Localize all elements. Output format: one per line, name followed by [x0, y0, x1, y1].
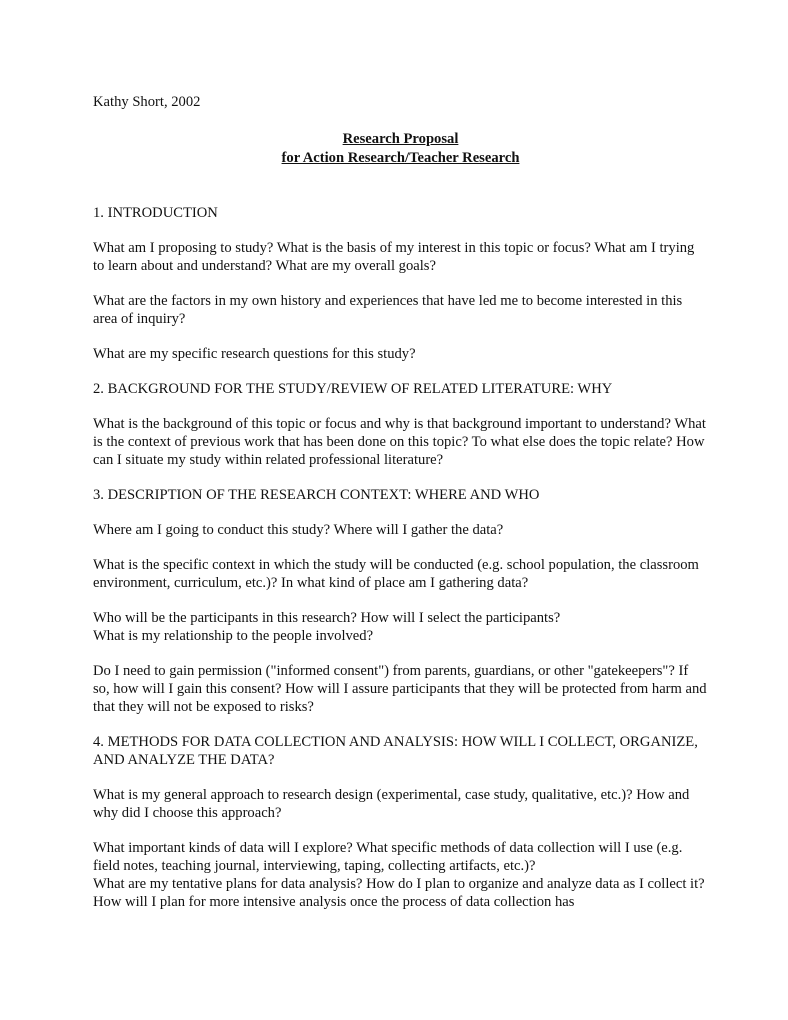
- paragraph: What am I proposing to study? What is the basis of my interest in this topic or focus? What am I trying to learn about and understand? What are my overall goals?: [93, 240, 695, 274]
- paragraph: Who will be the participants in this research? How will I select the participants?: [93, 610, 561, 626]
- title-line-1: Research Proposal: [342, 131, 459, 147]
- paragraph: What are my specific research questions for this study?: [93, 346, 416, 362]
- paragraph: What are my tentative plans for data analysis? How do I plan to organize and analyze data as I collect it? How will I plan for more intensive analysis once the process of data collection has: [93, 876, 705, 910]
- document-title: [93, 130, 708, 168]
- paragraph: Where am I going to conduct this study? Where will I gather the data?: [93, 522, 504, 538]
- paragraph: Do I need to gain permission ("informed consent") from parents, guardians, or other "gatekeepers"? If so, how will I gain this consent? How will I assure participants that they will be protected from harm and that they will not be exposed to risks?: [93, 663, 707, 715]
- paragraph: What is the specific context in which the study will be conducted (e.g. school population, the classroom environment, curriculum, etc.)? In what kind of place am I gathering data?: [93, 557, 699, 591]
- section-heading-background: 2. BACKGROUND FOR THE STUDY/REVIEW OF RELATED LITERATURE: WHY: [93, 381, 613, 397]
- section-heading-methods: 4. METHODS FOR DATA COLLECTION AND ANALYSIS: HOW WILL I COLLECT, ORGANIZE, AND ANALYZE THE DATA?: [93, 734, 698, 768]
- author-line: Kathy Short, 2002: [93, 94, 201, 110]
- section-heading-introduction: 1. INTRODUCTION: [93, 205, 218, 221]
- section-heading-context: 3. DESCRIPTION OF THE RESEARCH CONTEXT: WHERE AND WHO: [93, 487, 540, 503]
- paragraph: What is my relationship to the people involved?: [93, 628, 374, 644]
- paragraph: What are the factors in my own history and experiences that have led me to become interested in this area of inquiry?: [93, 293, 683, 327]
- paragraph: What is my general approach to research design (experimental, case study, qualitative, etc.)? How and why did I choose this approach?: [93, 787, 690, 821]
- paragraph: What is the background of this topic or focus and why is that background important to understand? What is the context of previous work that has been done on this topic? To what else does the topic relate? How can I situate my study within related professional literature?: [93, 416, 706, 468]
- title-line-2: for Action Research/Teacher Research: [281, 150, 520, 166]
- paragraph: What important kinds of data will I explore? What specific methods of data collection will I use (e.g. field notes, teaching journal, interviewing, taping, collecting artifacts, etc.)?: [93, 840, 683, 874]
